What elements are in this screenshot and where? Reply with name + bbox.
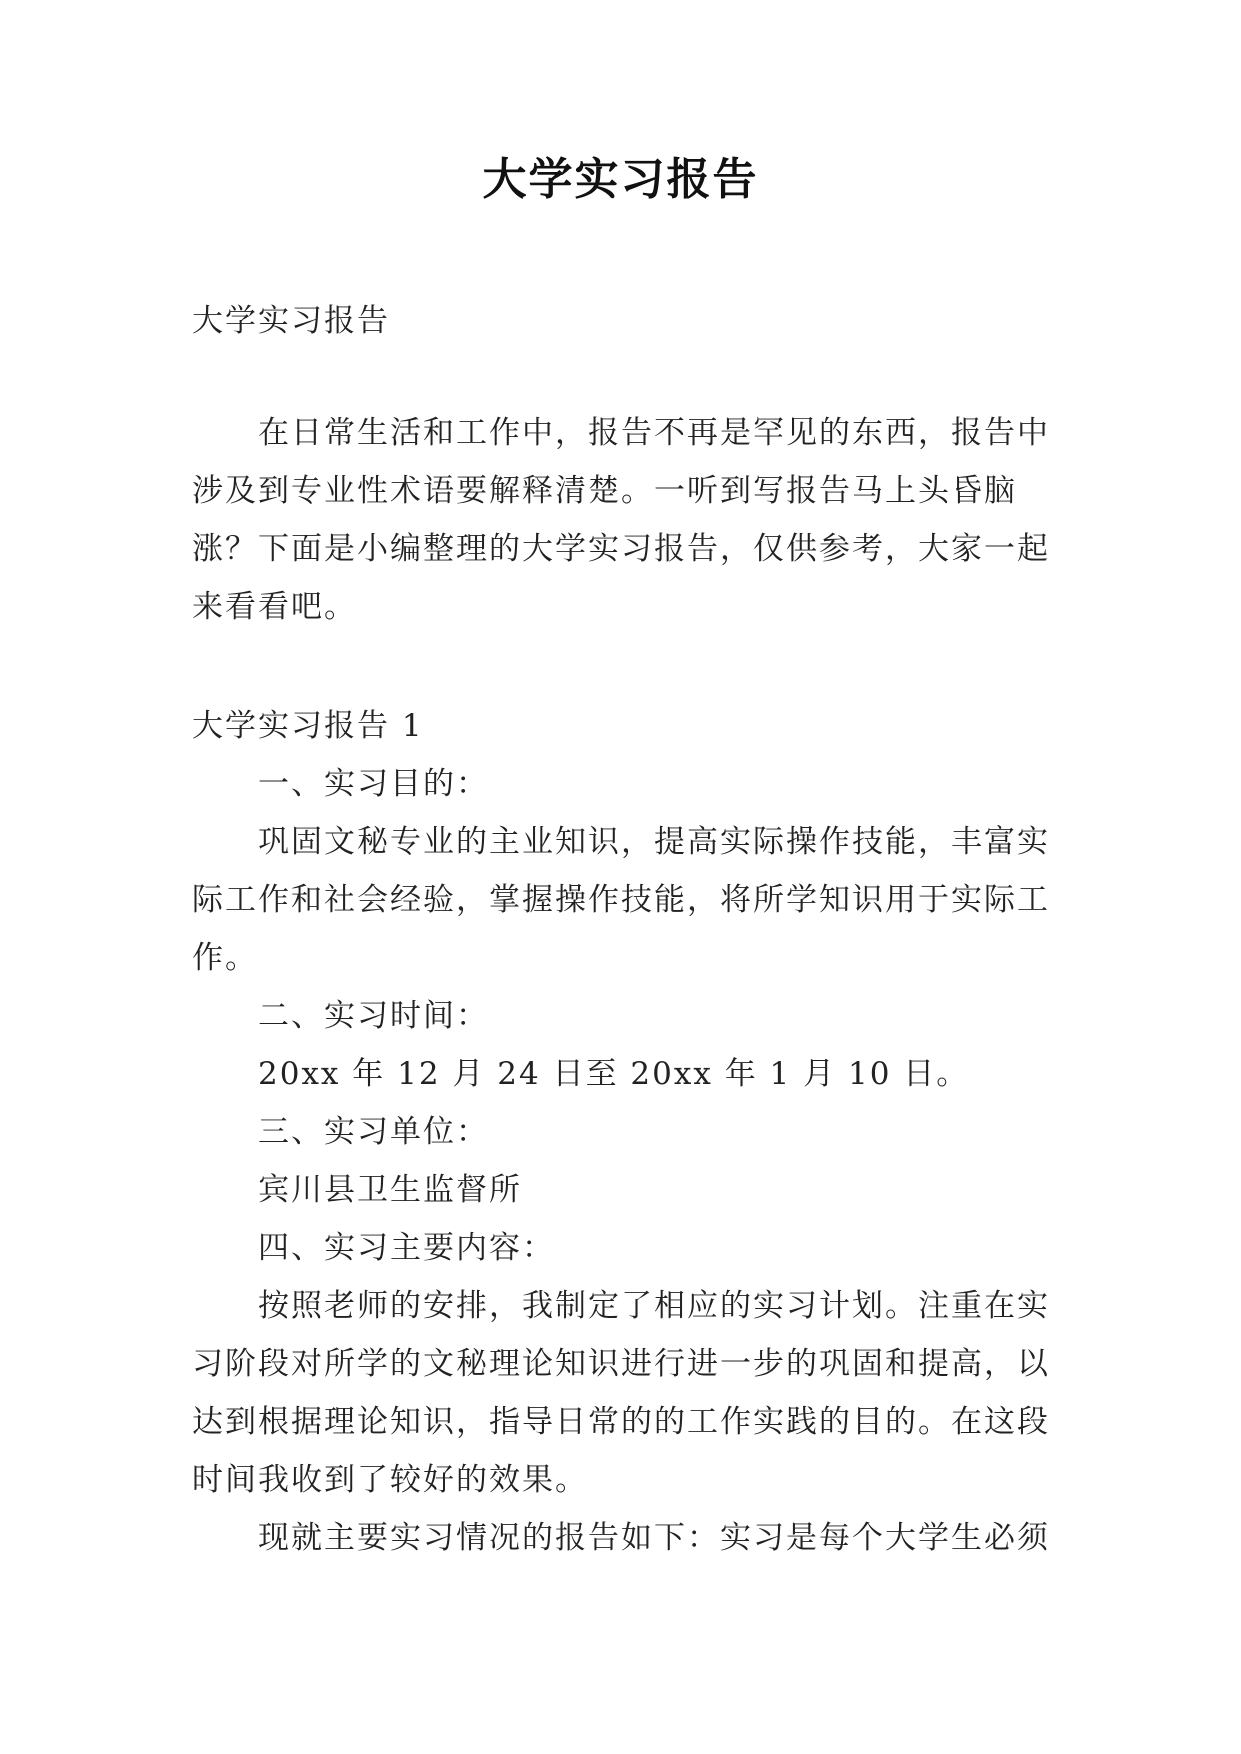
paragraph-purpose: 巩固文秘专业的主业知识，提高实际操作技能，丰富实际工作和社会经验，掌握操作技能，将所学知识用于实际工作。 [192, 824, 1050, 976]
report-section [192, 697, 1054, 1567]
document-title: 大学实习报告 [482, 154, 759, 205]
paragraph-content: 按照老师的安排，我制定了相应的实习计划。注重在实习阶段对所学的文秘理论知识进行进一步的巩固和提高，以达到根据理论知识，指导日常的的工作实践的目的。在这段时间我收到了较好的效果。 [192, 1288, 1050, 1498]
paragraph-time: 20xx 年 12 月 24 日至 20xx 年 1 月 10 日。 [258, 1056, 970, 1092]
document-subtitle [192, 292, 1054, 350]
paragraph-report: 现就主要实习情况的报告如下：实习是每个大学生必须 [258, 1520, 1050, 1556]
heading-purpose: 一、实习目的： [258, 766, 489, 802]
section-title: 大学实习报告 1 [192, 708, 424, 744]
heading-time: 二、实习时间： [258, 998, 489, 1034]
heading-content: 四、实习主要内容： [258, 1230, 555, 1266]
intro-text: 在日常生活和工作中，报告不再是罕见的东西，报告中涉及到专业性术语要解释清楚。一听到写报告马上头昏脑涨？下面是小编整理的大学实习报告，仅供参考，大家一起来看看吧。 [192, 415, 1050, 625]
intro-paragraph [192, 404, 1054, 636]
heading-unit: 三、实习单位： [258, 1114, 489, 1150]
paragraph-unit: 宾川县卫生监督所 [258, 1172, 522, 1208]
subtitle-text: 大学实习报告 [192, 303, 390, 339]
